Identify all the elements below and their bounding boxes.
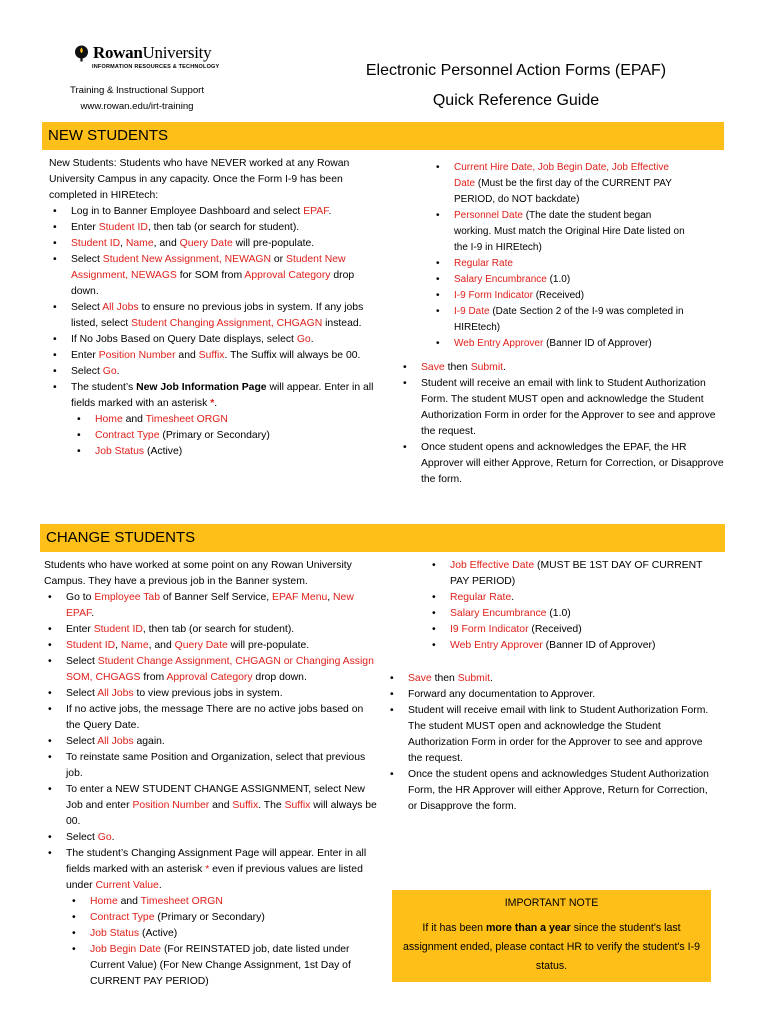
section-heading-new-students: NEW STUDENTS [42, 122, 724, 150]
list-item: • Once the student opens and acknowledges Student Authorization Form, the HR Approver will either Approve, Return for Correction, or Disapprove the form. [386, 767, 716, 815]
list-item: • Enter Position Number and Suffix. The Suffix will always be 00. [49, 348, 379, 364]
list-item: • Contract Type (Primary or Secondary) [73, 428, 379, 444]
list-item: • If No Jobs Based on Query Date displays, select Go. [49, 332, 379, 348]
list-item: • Current Hire Date, Job Begin Date, Job Effective Date (Must be the first day of the CURRENT PAY PERIOD, do NOT backdate) [432, 160, 690, 208]
list-item: • Home and Timesheet ORGN [73, 412, 379, 428]
list-item: • The student’s Changing Assignment Page will appear. Enter in all fields marked with an asterisk * even if previous values are listed under Current Value. [44, 846, 379, 894]
list-item: • Home and Timesheet ORGN [68, 894, 379, 910]
list-item: • The student’s New Job Information Page will appear. Enter in all fields marked with an asterisk *. [49, 380, 379, 412]
list-item: • Save then Submit. [399, 360, 724, 376]
list-item: • Enter Student ID, then tab (or search for student). [49, 220, 379, 236]
change-students-right-fields [428, 558, 724, 654]
section-heading-change-students: CHANGE STUDENTS [40, 524, 725, 552]
change-students-subfields [68, 894, 379, 990]
new-students-right-fields [432, 160, 690, 352]
list-item: • Student ID, Name, and Query Date will pre-populate. [49, 236, 379, 252]
logo-subtitle: INFORMATION RESOURCES & TECHNOLOGY [92, 64, 220, 70]
list-item: • Personnel Date (The date the student began working. Must match the Original Hire Date listed on the I-9 in HIREtech) [432, 208, 690, 256]
list-item: • Job Status (Active) [73, 444, 379, 460]
list-item: • To enter a NEW STUDENT CHANGE ASSIGNMENT, select New Job and enter Position Number and Suffix. The Suffix will always be 00. [44, 782, 379, 830]
new-students-left-column [49, 156, 379, 460]
list-item: • Contract Type (Primary or Secondary) [68, 910, 379, 926]
list-item: • Regular Rate [432, 256, 690, 272]
list-item: • Job Begin Date (For REINSTATED job, date listed under Current Value) (For New Change Assignment, 1st Day of CURRENT PAY PERIOD) [68, 942, 379, 990]
change-students-steps [44, 590, 379, 894]
contact-dept: Training & Instructional Support [69, 85, 205, 96]
document-title [336, 56, 696, 116]
list-item: • Student ID, Name, and Query Date will pre-populate. [44, 638, 379, 654]
list-item: • To reinstate same Position and Organization, select that previous job. [44, 750, 379, 782]
list-item: • Go to Employee Tab of Banner Self Service, EPAF Menu, New EPAF. [44, 590, 379, 622]
list-item: • Once student opens and acknowledges the EPAF, the HR Approver will either Approve, Return for Correction, or Disapprove the form. [399, 440, 724, 488]
rowan-logo [74, 43, 211, 63]
important-note-box [392, 890, 711, 982]
list-item: • Select All Jobs again. [44, 734, 379, 750]
list-item: • Job Status (Active) [68, 926, 379, 942]
new-students-subfields [73, 412, 379, 460]
new-students-intro: New Students: Students who have NEVER worked at any Rowan University Campus in any capacity. Once the Form I-9 has been completed in HIREtech: [49, 158, 350, 201]
list-item: • I-9 Form Indicator (Received) [432, 288, 690, 304]
torch-icon [74, 45, 89, 62]
new-students-steps [49, 204, 379, 412]
change-students-right-steps [386, 671, 716, 815]
change-students-left-column [44, 558, 379, 990]
list-item: • Enter Student ID, then tab (or search for student). [44, 622, 379, 638]
list-item: • Select All Jobs to ensure no previous jobs in system. If any jobs listed, select Student Changing Assignment, CHGAGN instead. [49, 300, 379, 332]
new-students-right-steps [399, 360, 724, 488]
contact-info [40, 83, 234, 115]
note-title: IMPORTANT NOTE [504, 897, 599, 909]
title-line-1: Electronic Personnel Action Forms (EPAF) [365, 62, 667, 79]
title-line-2: Quick Reference Guide [432, 92, 600, 109]
list-item: • Select Student Change Assignment, CHGAGN or Changing Assign SOM, CHGAGS from Approval Category drop down. [44, 654, 379, 686]
list-item: • Web Entry Approver (Banner ID of Approver) [432, 336, 690, 352]
contact-url[interactable]: www.rowan.edu/irt-training [80, 101, 194, 112]
logo-name: RowanUniversity [93, 43, 212, 62]
list-item: • Web Entry Approver (Banner ID of Approver) [428, 638, 724, 654]
list-item: • Select Student New Assignment, NEWAGN or Student New Assignment, NEWAGS for SOM from Approval Category drop down. [49, 252, 379, 300]
list-item: • Job Effective Date (MUST BE 1ST DAY OF CURRENT PAY PERIOD) [428, 558, 724, 590]
list-item: • Select All Jobs to view previous jobs in system. [44, 686, 379, 702]
change-students-intro: Students who have worked at some point on any Rowan University Campus. They have a previous job in the Banner system. [44, 560, 352, 587]
list-item: • I9 Form Indicator (Received) [428, 622, 724, 638]
list-item: • Select Go. [49, 364, 379, 380]
list-item: • Select Go. [44, 830, 379, 846]
list-item: • Salary Encumbrance (1.0) [432, 272, 690, 288]
list-item: • Salary Encumbrance (1.0) [428, 606, 724, 622]
list-item: • Regular Rate. [428, 590, 724, 606]
list-item: • Save then Submit. [386, 671, 716, 687]
list-item: • I-9 Date (Date Section 2 of the I-9 was completed in HIREtech) [432, 304, 690, 336]
list-item: • Student will receive email with link to Student Authorization Form. The student MUST open and acknowledge the Student Authorization Form in order for the Approver to see and approve the request. [386, 703, 716, 767]
list-item: • Log in to Banner Employee Dashboard and select EPAF. [49, 204, 379, 220]
list-item: • If no active jobs, the message There are no active jobs based on the Query Date. [44, 702, 379, 734]
list-item: • Forward any documentation to Approver. [386, 687, 716, 703]
note-body: If it has been more than a year since the student's last assignment ended, please contact HR to verify the student's I-9 status. [402, 922, 701, 972]
list-item: • Student will receive an email with link to Student Authorization Form. The student MUST open and acknowledge the Student Authorization Form in order for the Approver to see and approve the request. [399, 376, 724, 440]
